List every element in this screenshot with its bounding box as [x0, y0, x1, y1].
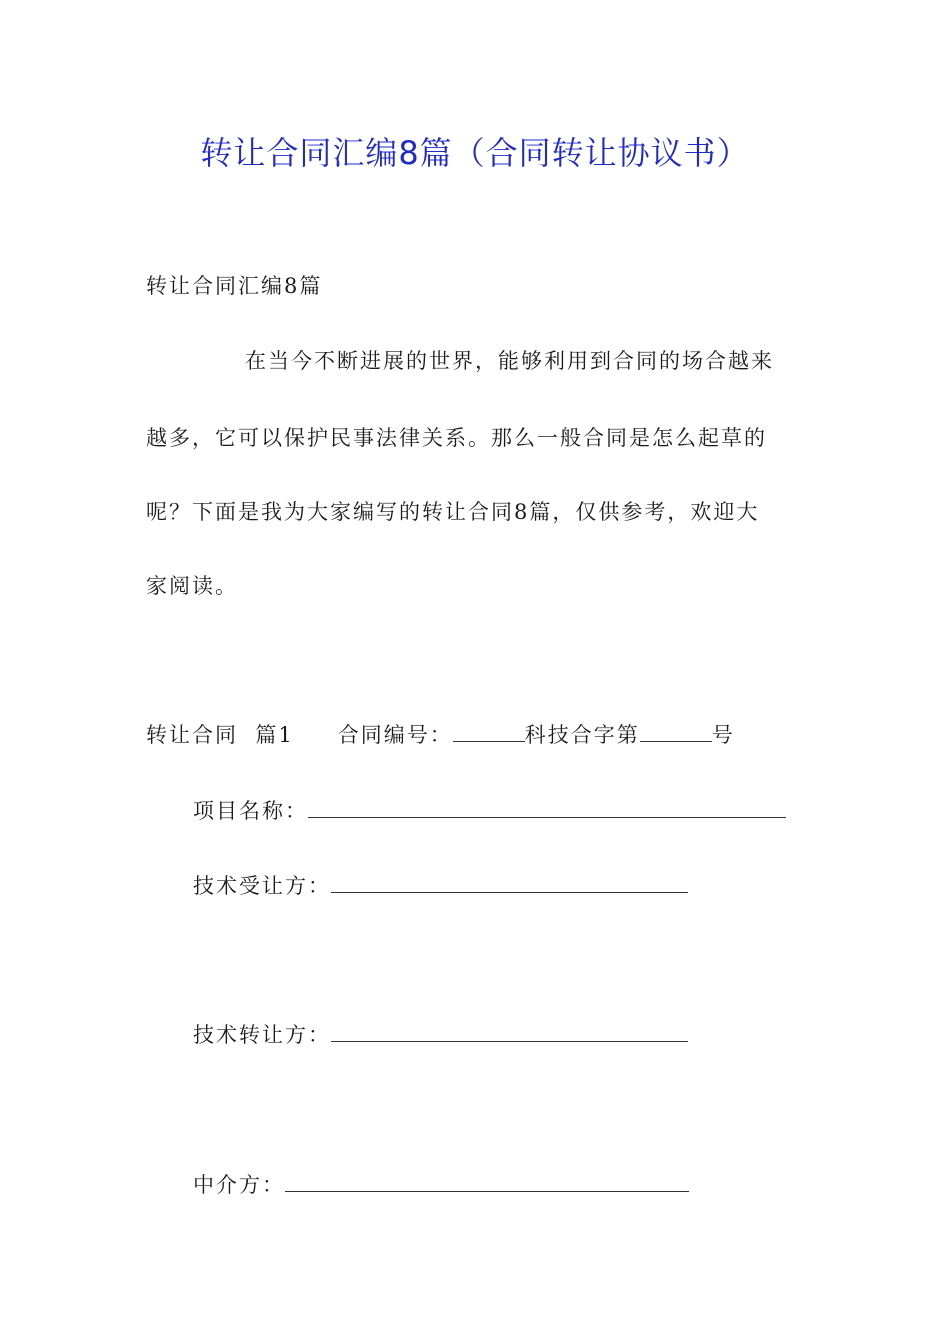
tech-recipient-label: 技术受让方：: [193, 874, 331, 898]
intro-line-2: 越多，它可以保护民事法律关系。那么一般合同是怎么起草的: [146, 426, 767, 450]
contract-no-label: 合同编号：: [337, 723, 453, 747]
document-subtitle: 转让合同汇编8篇: [146, 274, 323, 298]
project-name-label: 项目名称：: [193, 799, 308, 823]
project-name-blank: [308, 795, 786, 818]
tech-transferor-field: [193, 1019, 688, 1049]
document-title: 转让合同汇编8篇（合同转让协议书）: [200, 134, 750, 172]
project-name-field: [193, 795, 786, 825]
intermediary-label: 中介方：: [193, 1173, 285, 1197]
contract-no-blank-2: [640, 721, 712, 742]
intro-line-4: 家阅读。: [146, 574, 238, 598]
contract-no-suffix: 号: [711, 723, 735, 747]
section-heading-row: [146, 719, 735, 749]
contract-no-blank-1: [453, 721, 525, 742]
intro-line-1: 在当今不断进展的世界，能够利用到合同的场合越来: [245, 349, 774, 373]
tech-transferor-blank: [331, 1019, 688, 1042]
tech-transferor-label: 技术转让方：: [193, 1023, 331, 1047]
section-heading: 转让合同 篇1: [146, 723, 294, 747]
intro-line-3: 呢？下面是我为大家编写的转让合同8篇，仅供参考，欢迎大: [146, 500, 760, 524]
contract-no-middle: 科技合字第: [524, 723, 640, 747]
tech-recipient-field: [193, 870, 688, 900]
intermediary-field: [193, 1169, 689, 1199]
tech-recipient-blank: [331, 870, 688, 893]
intermediary-blank: [285, 1169, 689, 1192]
